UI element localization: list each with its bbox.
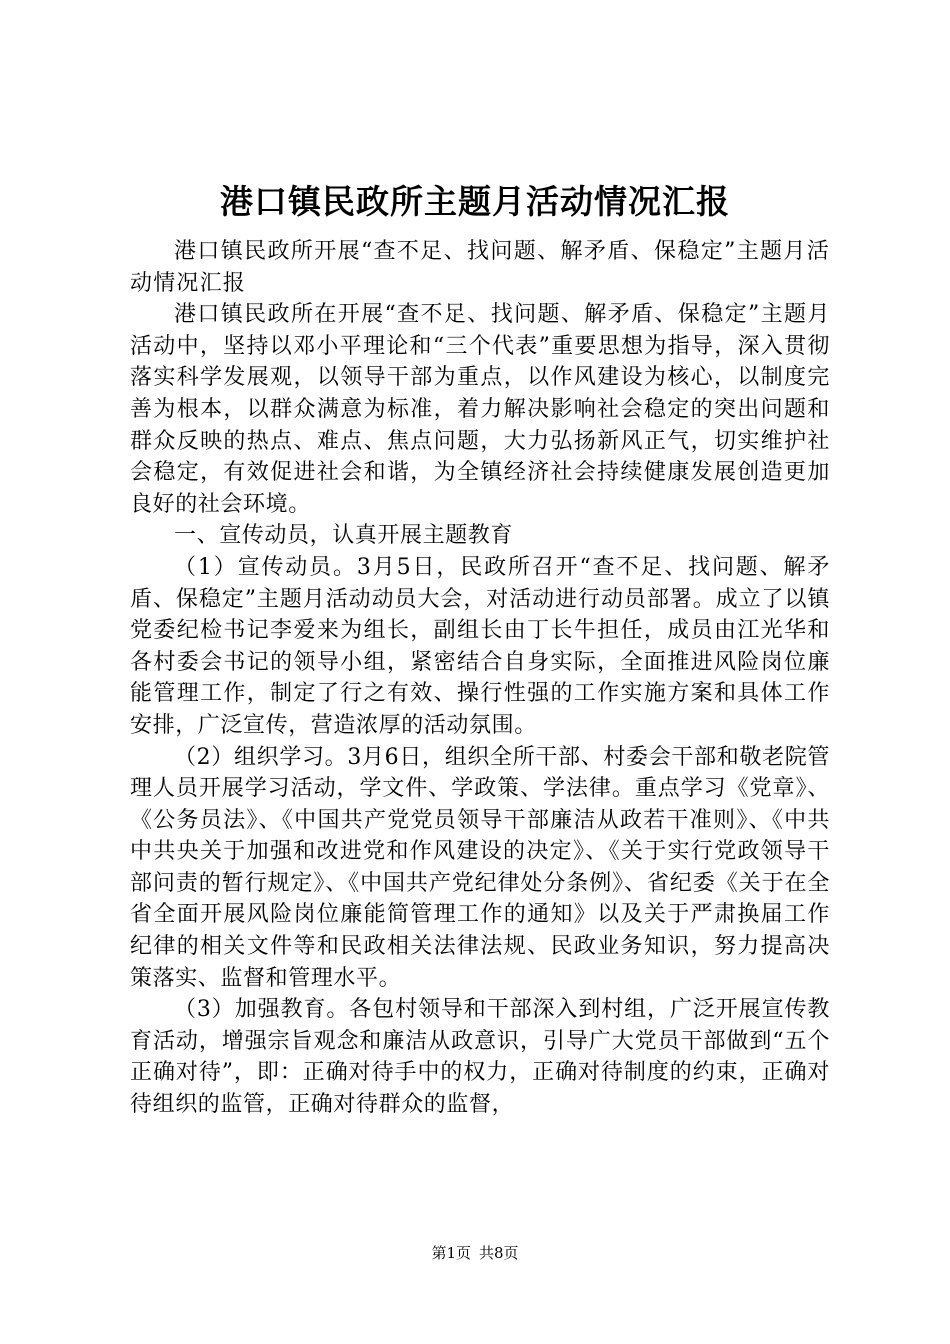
document-body — [130, 236, 830, 1121]
item-3-paragraph: （3）加强教育。各包村领导和干部深入到村组，广泛开展宣传教育活动，增强宗旨观念和廉洁从政意识，引导广大党员干部做到“五个正确对待”，即：正确对待手中的权力，正确对待制度的约束，正确对待组织的监管，正确对待群众的监督， — [130, 997, 830, 1118]
page-total: 共8页 — [479, 1244, 519, 1262]
page-number: 第1页 — [431, 1244, 471, 1262]
report-subtitle-paragraph: 港口镇民政所开展“查不足、找问题、解矛盾、保稳定”主题月活动情况汇报 — [130, 239, 830, 296]
item-2-paragraph: （2）组织学习。3月6日，组织全所干部、村委会干部和敬老院管理人员开展学习活动，学文件、学政策、学法律。重点学习《党章》、《公务员法》、《中国共产党党员领导干部廉洁从政若干准则》、《中共中共央关于加强和改进党和作风建设的决定》、《关于实行党政领导干部问责的暂行规定》、《中国共产党纪律处分条例》、省纪委《关于在全省全面开展风险岗位廉能简管理工作的通知》以及关于严肃换届工作纪律的相关文件等和民政相关法律法规、民政业务知识，努力提高决策落实、监督和管理水平。 — [130, 744, 830, 991]
document-title: 港口镇民政所主题月活动情况汇报 — [220, 182, 730, 221]
intro-paragraph: 港口镇民政所在开展“查不足、找问题、解矛盾、保稳定”主题月活动中，坚持以邓小平理论和“三个代表”重要思想为指导，深入贯彻落实科学发展观，以领导干部为重点，以作风建设为核心，以制度完善为根本，以群众满意为标准，着力解决影响社会稳定的突出问题和群众反映的热点、难点、焦点问题，大力弘扬新风正气，切实维护社会稳定，有效促进社会和谐，为全镇经济社会持续健康发展创造更加良好的社会环境。 — [130, 302, 830, 517]
item-1-paragraph: （1）宣传动员。3月5日，民政所召开“查不足、找问题、解矛盾、保稳定”主题月活动动员大会，对活动进行动员部署。成立了以镇党委纪检书记李爱来为组长，副组长由丁长牛担任，成员由江光华和各村委会书记的领导小组，紧密结合自身实际，全面推进风险岗位廉能管理工作，制定了行之有效、操行性强的工作实施方案和具体工作安排，广泛宣传，营造浓厚的活动氛围。 — [130, 554, 830, 738]
page-footer — [0, 1244, 950, 1262]
section-heading: 一、宣传动员，认真开展主题教育 — [174, 523, 514, 549]
